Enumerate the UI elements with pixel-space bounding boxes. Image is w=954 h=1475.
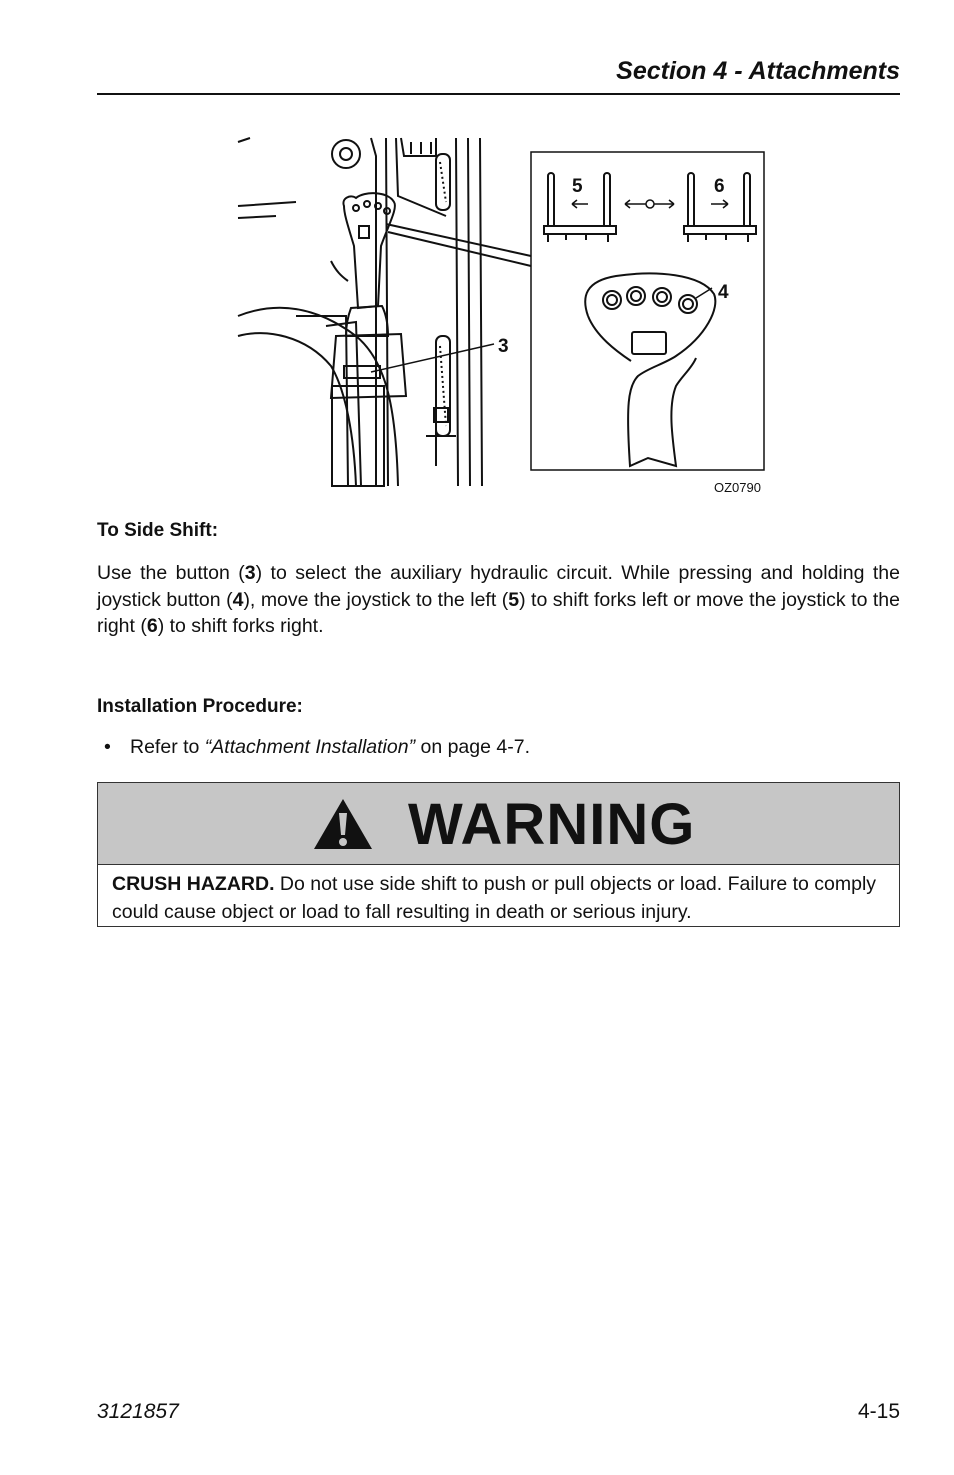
installation-heading: Installation Procedure: — [97, 696, 303, 717]
cross-reference: “Attachment Installation” — [204, 736, 416, 758]
warning-message — [98, 865, 899, 926]
side-shift-paragraph — [97, 560, 900, 640]
button-ref-6: 6 — [146, 615, 158, 637]
para-text-3: ), move the joystick to the left ( — [243, 588, 509, 611]
side-shift-heading: To Side Shift: — [97, 520, 219, 541]
document-number: 3121857 — [97, 1400, 179, 1423]
installation-bullet — [104, 736, 530, 759]
para-text-4: ) to shift forks left or move the joystick to the right ( — [97, 588, 900, 637]
bullet-marker: • — [104, 736, 111, 758]
warning-triangle-icon — [312, 797, 374, 851]
para-text-5: ) to shift forks right. — [157, 615, 324, 637]
warning-box — [97, 782, 900, 927]
bullet-prefix: Refer to — [130, 736, 205, 758]
para-text-1: Use the button ( — [97, 562, 245, 584]
callout-4: 4 — [718, 282, 729, 303]
header-rule — [97, 93, 900, 95]
page-number: 4-15 — [857, 1400, 900, 1423]
callout-3: 3 — [498, 336, 509, 357]
button-ref-3: 3 — [244, 562, 256, 584]
warning-body: Do not use side shift to push or pull objects or load. Failure to comply could cause object or load to fall resulting in death or serious injury. — [112, 873, 877, 923]
callout-6: 6 — [714, 176, 725, 197]
button-ref-4: 4 — [232, 588, 244, 611]
warning-hazard-label: CRUSH HAZARD. — [112, 873, 275, 895]
warning-title: WARNING — [408, 792, 696, 857]
section-title: Section 4 - Attachments — [616, 57, 900, 85]
joystick-figure — [236, 136, 772, 498]
bullet-suffix: on page 4-7. — [415, 736, 530, 758]
callout-5: 5 — [572, 176, 583, 197]
button-ref-5: 5 — [508, 588, 520, 611]
warning-header — [98, 783, 899, 865]
cab-joystick-illustration — [236, 136, 772, 498]
para-text-2: ) to select the auxiliary hydraulic circuit. While pressing and holding the joystick button ( — [97, 562, 900, 611]
figure-code: OZ0790 — [714, 480, 761, 495]
